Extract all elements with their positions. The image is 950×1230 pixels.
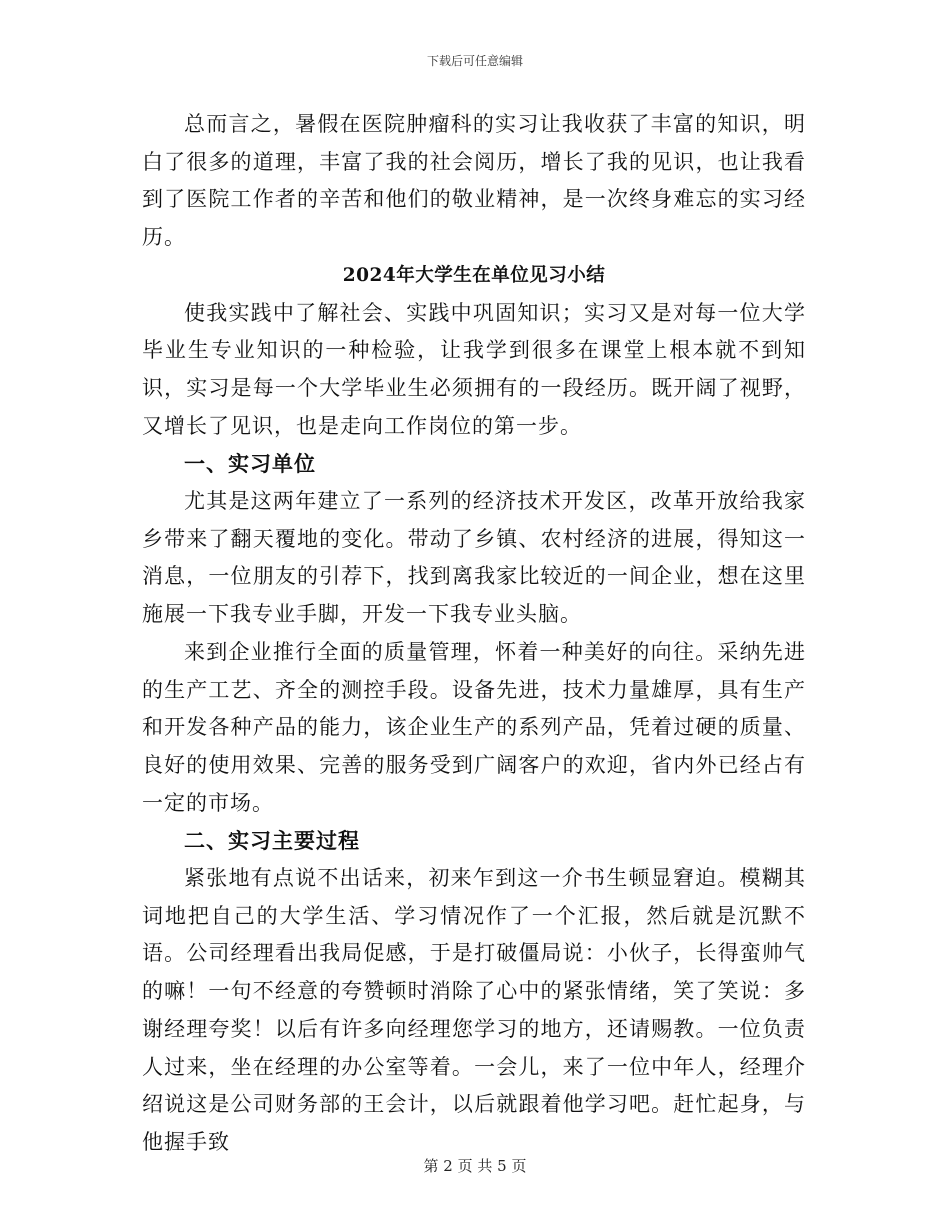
page-header: 下载后可任意编辑 (426, 54, 523, 68)
document-title: 2024年大学生在单位见习小结 (342, 264, 606, 286)
section1-paragraph-1: 尤其是这两年建立了一系列的经济技术开发区，改革开放给我家乡带来了翻天覆地的变化。带动了乡镇、农村经济的进展，得知这一消息，一位朋友的引荐下，找到离我家比较近的一间企业，想在这里施展一下我专业手脚，开发一下我专业头脑。 (142, 489, 806, 627)
opening-paragraph: 使我实践中了解社会、实践中巩固知识；实习又是对每一位大学毕业生专业知识的一种检验，让我学到很多在课堂上根本就不到知识，实习是每一个大学毕业生必须拥有的一段经历。既开阔了视野，又增长了见识，也是走向工作岗位的第一步。 (142, 300, 806, 438)
document-body (142, 106, 806, 1162)
section-heading-internship-unit: 一、实习单位 (184, 451, 316, 477)
page-footer: 第 2 页 共 5 页 (423, 1157, 527, 1175)
section2-paragraph-1: 紧张地有点说不出话来，初来乍到这一介书生顿显窘迫。模糊其词地把自己的大学生活、学习情况作了一个汇报，然后就是沉默不语。公司经理看出我局促感，于是打破僵局说：小伙子，长得蛮帅气的嘛！一句不经意的夸赞顿时消除了心中的紧张情绪，笑了笑说：多谢经理夸奖！以后有许多向经理您学习的地方，还请赐教。一位负责人过来，坐在经理的办公室等着。一会儿，来了一位中年人，经理介绍说这是公司财务部的王会计，以后就跟着他学习吧。赶忙起身，与他握手致 (142, 866, 806, 1154)
section1-paragraph-2: 来到企业推行全面的质量管理，怀着一种美好的向往。采纳先进的生产工艺、齐全的测控手段。设备先进，技术力量雄厚，具有生产和开发各种产品的能力，该企业生产的系列产品，凭着过硬的质量、良好的使用效果、完善的服务受到广阔客户的欢迎，省内外已经占有一定的市场。 (142, 639, 806, 815)
intro-paragraph: 总而言之，暑假在医院肿瘤科的实习让我收获了丰富的知识，明白了很多的道理，丰富了我的社会阅历，增长了我的见识，也让我看到了医院工作者的辛苦和他们的敬业精神，是一次终身难忘的实习经历。 (142, 112, 806, 250)
section-heading-internship-process: 二、实习主要过程 (184, 828, 360, 854)
